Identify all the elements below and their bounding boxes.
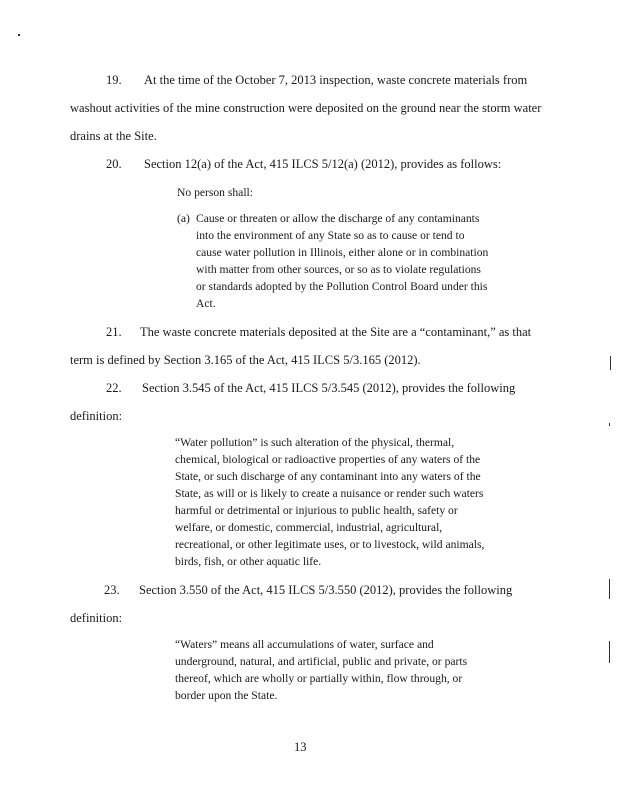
paragraph-number: 19. bbox=[106, 73, 122, 87]
quote-line: into the environment of any State so as to cause or tend to bbox=[196, 229, 465, 242]
quote-line: recreational, or other legitimate uses, or to livestock, wild animals, bbox=[175, 538, 485, 551]
paragraph-line: Section 12(a) of the Act, 415 ILCS 5/12(a) (2012), provides as follows: bbox=[144, 157, 502, 171]
quote-line: Act. bbox=[196, 297, 216, 310]
quote-line: or standards adopted by the Pollution Control Board under this bbox=[196, 280, 488, 293]
quote-line: with matter from other sources, or so as to violate regulations bbox=[196, 263, 481, 276]
paragraph-number: 23. bbox=[104, 583, 120, 597]
quote-line: “Waters” means all accumulations of water, surface and bbox=[175, 638, 434, 651]
scan-speck bbox=[609, 423, 610, 426]
quote-line: thereof, which are wholly or partially within, flow through, or bbox=[175, 672, 463, 685]
scan-bar bbox=[609, 579, 610, 599]
paragraph-number: 20. bbox=[106, 157, 122, 171]
paragraph-line: definition: bbox=[70, 409, 123, 423]
quote-line: welfare, or domestic, commercial, industrial, agricultural, bbox=[175, 521, 443, 534]
quote-line: “Water pollution” is such alteration of the physical, thermal, bbox=[175, 436, 455, 449]
paragraph-number: 22. bbox=[106, 381, 122, 395]
paragraph-line: washout activities of the mine construction were deposited on the ground near the storm water bbox=[70, 101, 542, 115]
scan-speck bbox=[18, 34, 20, 36]
quote-item-label: (a) bbox=[177, 212, 190, 225]
paragraph-line: term is defined by Section 3.165 of the Act, 415 ILCS 5/3.165 (2012). bbox=[70, 353, 421, 367]
quote-line: cause water pollution in Illinois, either alone or in combination bbox=[196, 246, 489, 259]
quote-intro: No person shall: bbox=[177, 186, 253, 199]
paragraph-line: drains at the Site. bbox=[70, 129, 157, 143]
quote-line: border upon the State. bbox=[175, 689, 278, 702]
quote-line: State, as will or is likely to create a nuisance or render such waters bbox=[175, 487, 484, 500]
paragraph-line: Section 3.545 of the Act, 415 ILCS 5/3.545 (2012), provides the following bbox=[142, 381, 516, 395]
quote-line: chemical, biological or radioactive properties of any waters of the bbox=[175, 453, 481, 466]
quote-line: underground, natural, and artificial, public and private, or parts bbox=[175, 655, 468, 668]
page-number: 13 bbox=[294, 740, 307, 754]
paragraph-line: definition: bbox=[70, 611, 123, 625]
paragraph-number: 21. bbox=[106, 325, 122, 339]
scan-bar bbox=[609, 641, 610, 663]
paragraph-line: Section 3.550 of the Act, 415 ILCS 5/3.550 (2012), provides the following bbox=[139, 583, 513, 597]
scan-bar bbox=[610, 356, 611, 370]
quote-line: harmful or detrimental or injurious to public health, safety or bbox=[175, 504, 458, 517]
paragraph-line: The waste concrete materials deposited at the Site are a “contaminant,” as that bbox=[140, 325, 532, 339]
quote-line: birds, fish, or other aquatic life. bbox=[175, 555, 322, 568]
quote-line: Cause or threaten or allow the discharge of any contaminants bbox=[196, 212, 480, 225]
quote-line: State, or such discharge of any contaminant into any waters of the bbox=[175, 470, 481, 483]
paragraph-line: At the time of the October 7, 2013 inspection, waste concrete materials from bbox=[144, 73, 528, 87]
